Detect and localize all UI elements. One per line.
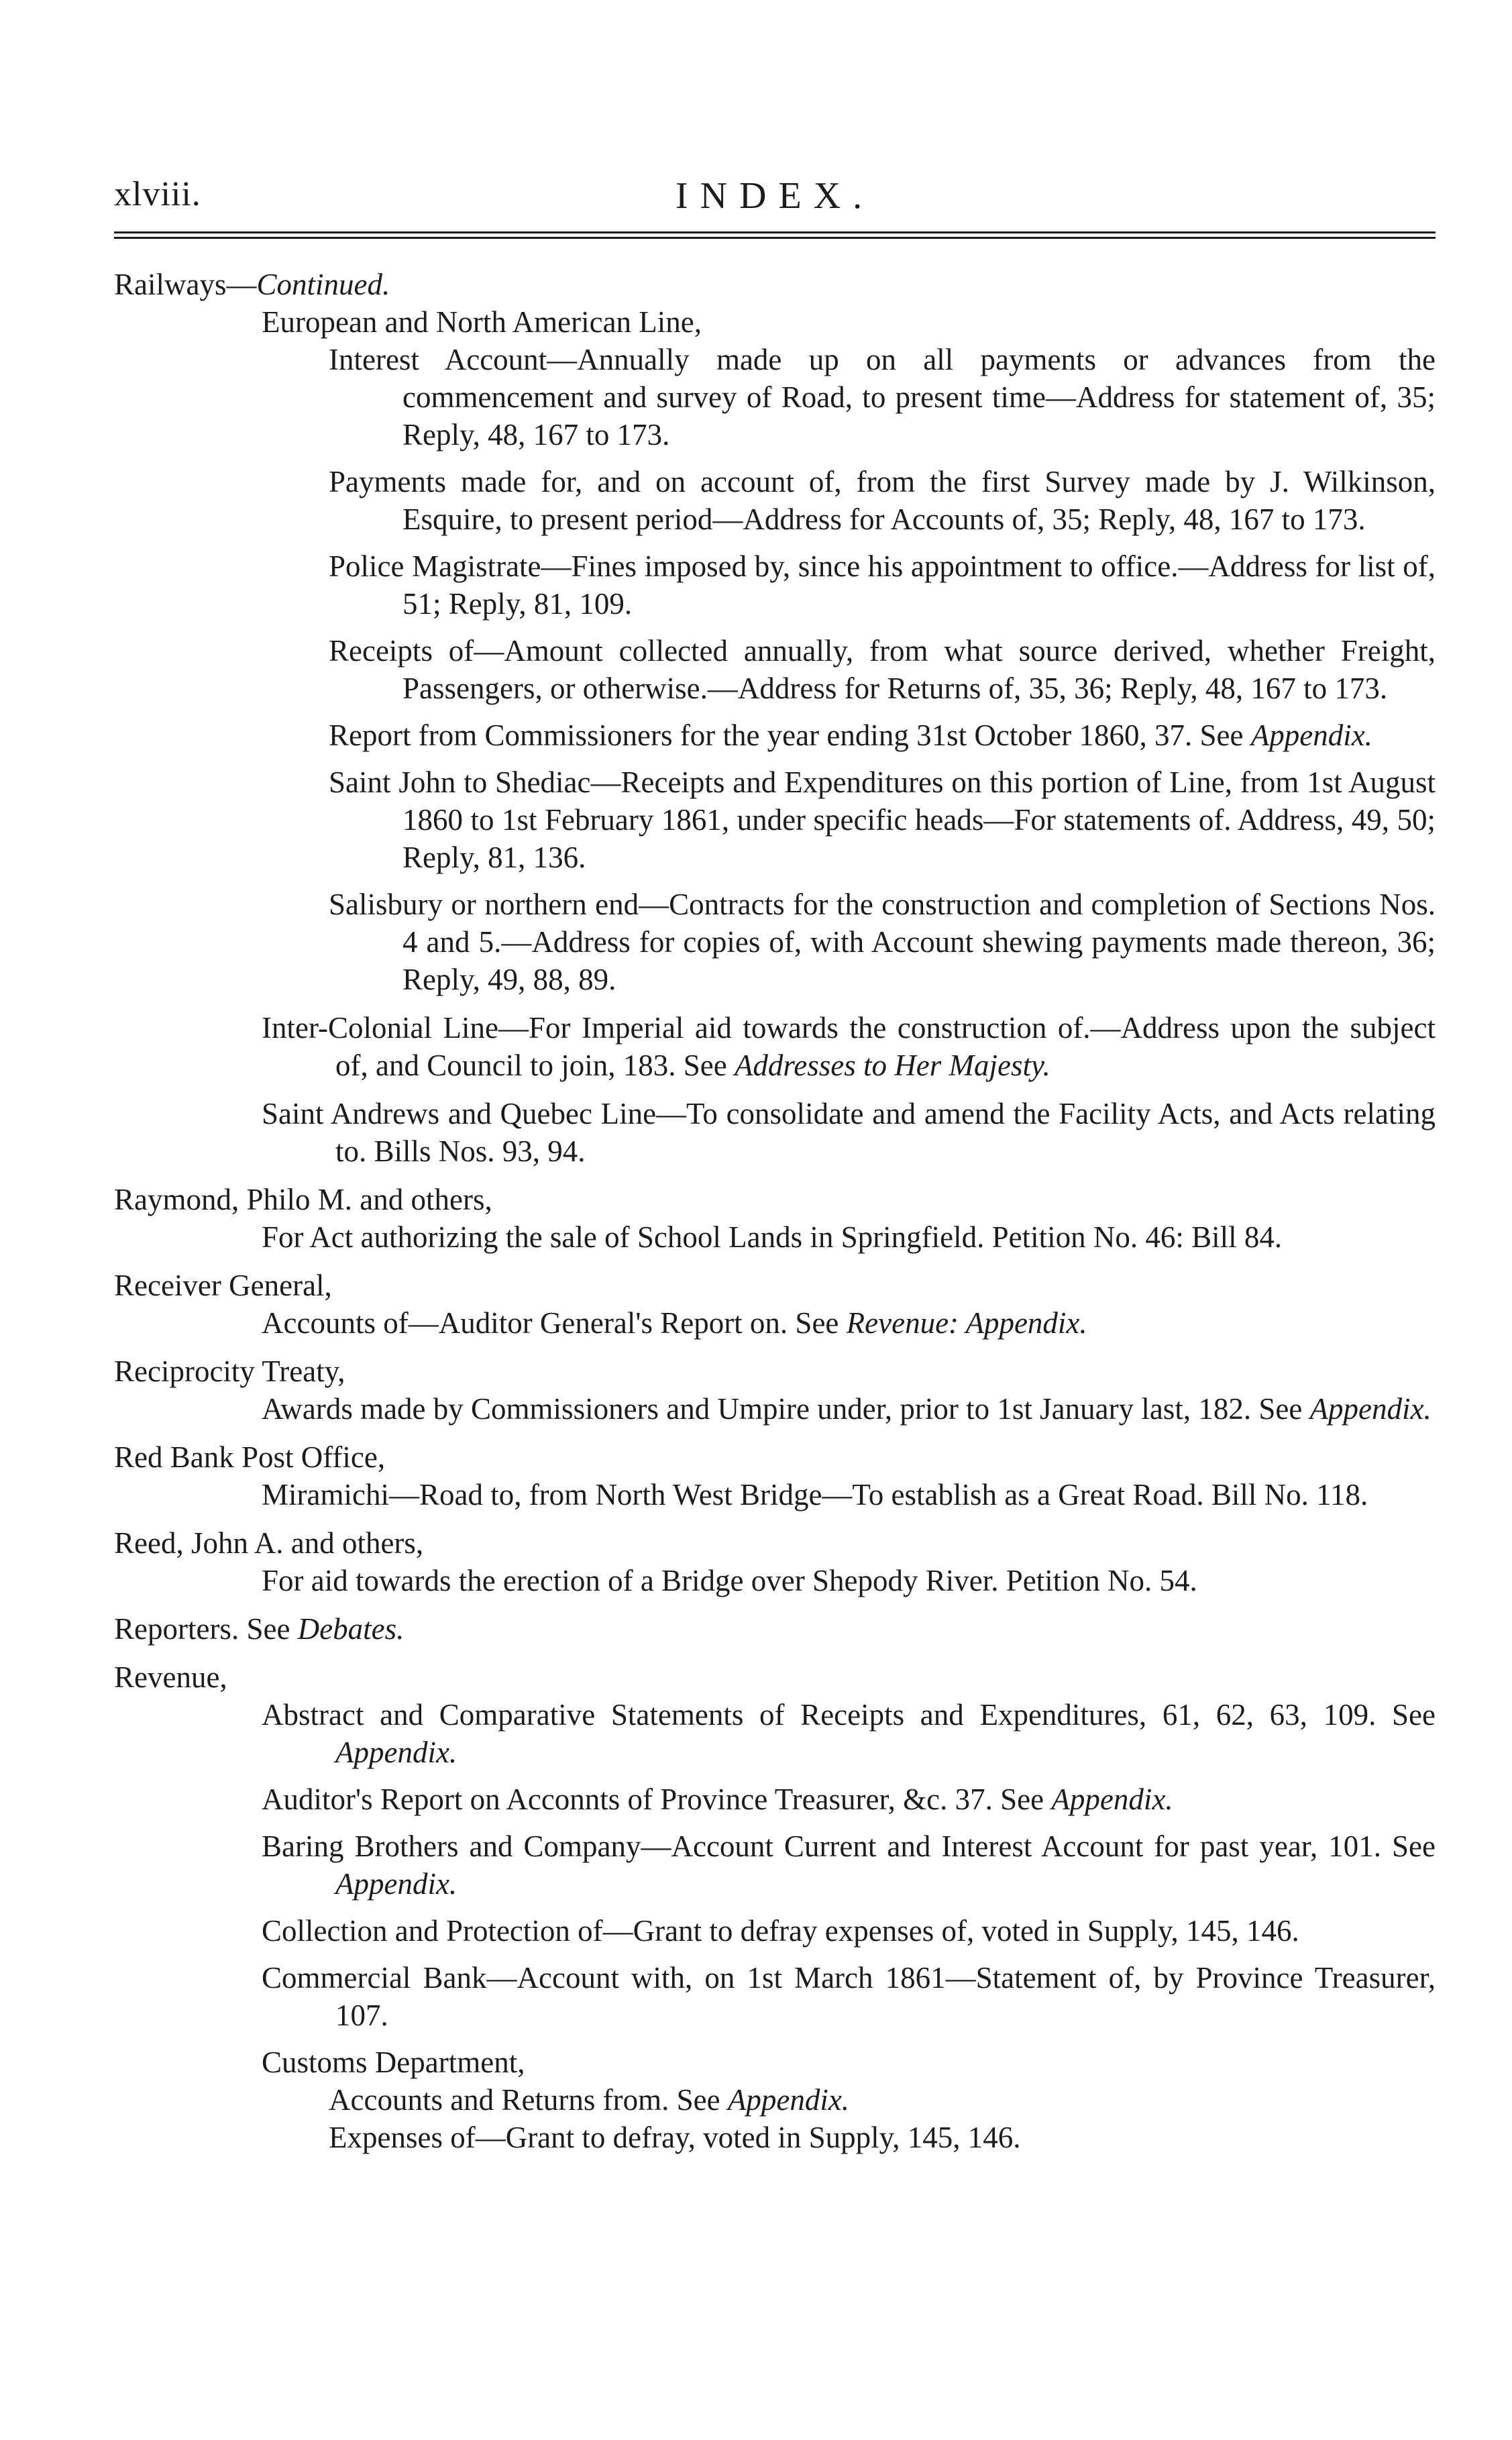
entry-customs-expenses: Expenses of—Grant to defray, voted in Supply, 145, 146. — [329, 2121, 1021, 2154]
receiver-ref: Revenue: Appendix. — [846, 1306, 1087, 1340]
entry-salisbury: Salisbury or northern end—Contracts for the construction and completion of Sections Nos. 4 and 5.—Address for copies of, with Account shewing payments made thereon, 36; Reply, 49, 88, 89. — [329, 888, 1436, 996]
inter-colonial-ref: Addresses to Her Majesty. — [734, 1049, 1050, 1082]
railways-continued: Continued. — [256, 268, 390, 301]
customs-ref: Appendix. — [727, 2083, 850, 2117]
entry-miramichi: Miramichi—Road to, from North West Bridge—To establish as a Great Road. Bill No. 118. — [262, 1478, 1368, 1511]
entry-reed-aid: For aid towards the erection of a Bridge over Shepody River. Petition No. 54. — [262, 1564, 1197, 1597]
baring-ref: Appendix. — [335, 1867, 457, 1901]
abstract-text: Abstract and Comparative Statements of Receipts and Expenditures, 61, 62, 63, 109. See — [262, 1698, 1436, 1732]
abstract-ref: Appendix. — [335, 1736, 457, 1769]
entry-raymond: Raymond, Philo M. and others, — [114, 1183, 492, 1216]
entry-reciprocity-awards — [114, 1390, 1436, 1428]
auditors-report-text: Auditor's Report on Acconnts of Province Treasurer, &c. 37. See — [262, 1783, 1052, 1816]
page-number: xlviii. — [114, 175, 201, 213]
baring-text: Baring Brothers and Company—Account Current and Interest Account for past year, 101. See — [262, 1829, 1436, 1863]
header-double-rule — [114, 231, 1436, 239]
entry-receipts-of: Receipts of—Amount collected annually, from what source derived, whether Freight, Passengers, or otherwise.—Address for Returns of, 35, 36; Reply, 48, 167 to 173. — [329, 634, 1436, 705]
entry-reporters — [114, 1610, 1436, 1648]
entry-inter-colonial — [114, 1009, 1436, 1084]
entry-interest-account: Interest Account—Annually made up on all payments or advances from the commencement and survey of Road, to present time—Address for statement of, 35; Reply, 48, 167 to 173. — [329, 343, 1436, 452]
index-content — [114, 266, 1436, 2156]
reporters-text: Reporters. See — [114, 1612, 298, 1646]
entry-baring — [114, 1827, 1436, 1903]
reciprocity-ref: Appendix. — [1309, 1392, 1432, 1426]
receiver-accounts-text: Accounts of—Auditor General's Report on. See — [262, 1306, 847, 1340]
entry-e-and-na-line: European and North American Line, — [262, 305, 702, 339]
entry-saint-andrews: Saint Andrews and Quebec Line—To consolidate and amend the Facility Acts, and Acts relating to. Bills Nos. 93, 94. — [262, 1097, 1436, 1168]
entry-reciprocity: Reciprocity Treaty, — [114, 1355, 345, 1388]
entry-collection: Collection and Protection of—Grant to defray expenses of, voted in Supply, 145, 146. — [262, 1914, 1299, 1948]
inter-colonial-text: Inter-Colonial Line—For Imperial aid towards the construction of.—Address upon the subject of, and Council to join, 183. See — [262, 1011, 1436, 1082]
entry-commercial-bank: Commercial Bank—Account with, on 1st March 1861—Statement of, by Province Treasurer, 107. — [262, 1961, 1436, 2032]
index-page — [114, 168, 1436, 2156]
entry-raymond-act: For Act authorizing the sale of School Lands in Springfield. Petition No. 46: Bill 84. — [262, 1220, 1283, 1254]
entry-payments-made: Payments made for, and on account of, from the first Survey made by J. Wilkinson, Esquire, to present period—Address for Accounts of, 35; Reply, 48, 167 to 173. — [329, 465, 1436, 536]
report-text: Report from Commissioners for the year ending 31st October 1860, 37. See — [329, 719, 1251, 752]
entry-abstract — [114, 1696, 1436, 1771]
report-see-ref: Appendix. — [1250, 719, 1372, 752]
auditors-ref: Appendix. — [1051, 1783, 1173, 1816]
railways-heading: Railways— — [114, 268, 257, 301]
reciprocity-awards-text: Awards made by Commissioners and Umpire under, prior to 1st January last, 182. See — [262, 1392, 1310, 1426]
rule-bottom — [114, 237, 1436, 239]
reporters-ref: Debates. — [297, 1612, 404, 1646]
page-title: INDEX. — [675, 175, 875, 217]
entry-red-bank: Red Bank Post Office, — [114, 1440, 386, 1474]
entry-receiver-accounts — [114, 1304, 1436, 1342]
entry-revenue: Revenue, — [114, 1660, 227, 1694]
entry-reed: Reed, John A. and others, — [114, 1526, 424, 1560]
page-header — [114, 168, 1436, 231]
entry-saint-john-to-shediac: Saint John to Shediac—Receipts and Expenditures on this portion of Line, from 1st August 1860 to 1st February 1861, under specific heads—For statements of. Address, 49, 50; Reply, 81, 136. — [329, 765, 1436, 874]
rule-top — [114, 231, 1436, 233]
entry-customs: Customs Department, — [262, 2046, 525, 2079]
entry-auditors-report — [114, 1781, 1436, 1818]
entry-receiver-general: Receiver General, — [114, 1269, 332, 1302]
entry-police-magistrate: Police Magistrate—Fines imposed by, since his appointment to office.—Address for list of, 51; Reply, 81, 109. — [329, 549, 1436, 621]
entry-customs-accounts — [114, 2081, 1436, 2119]
entry-report-from-commissioners — [114, 717, 1436, 754]
customs-accounts-text: Accounts and Returns from. See — [329, 2083, 728, 2117]
entry-railways — [114, 266, 1436, 303]
